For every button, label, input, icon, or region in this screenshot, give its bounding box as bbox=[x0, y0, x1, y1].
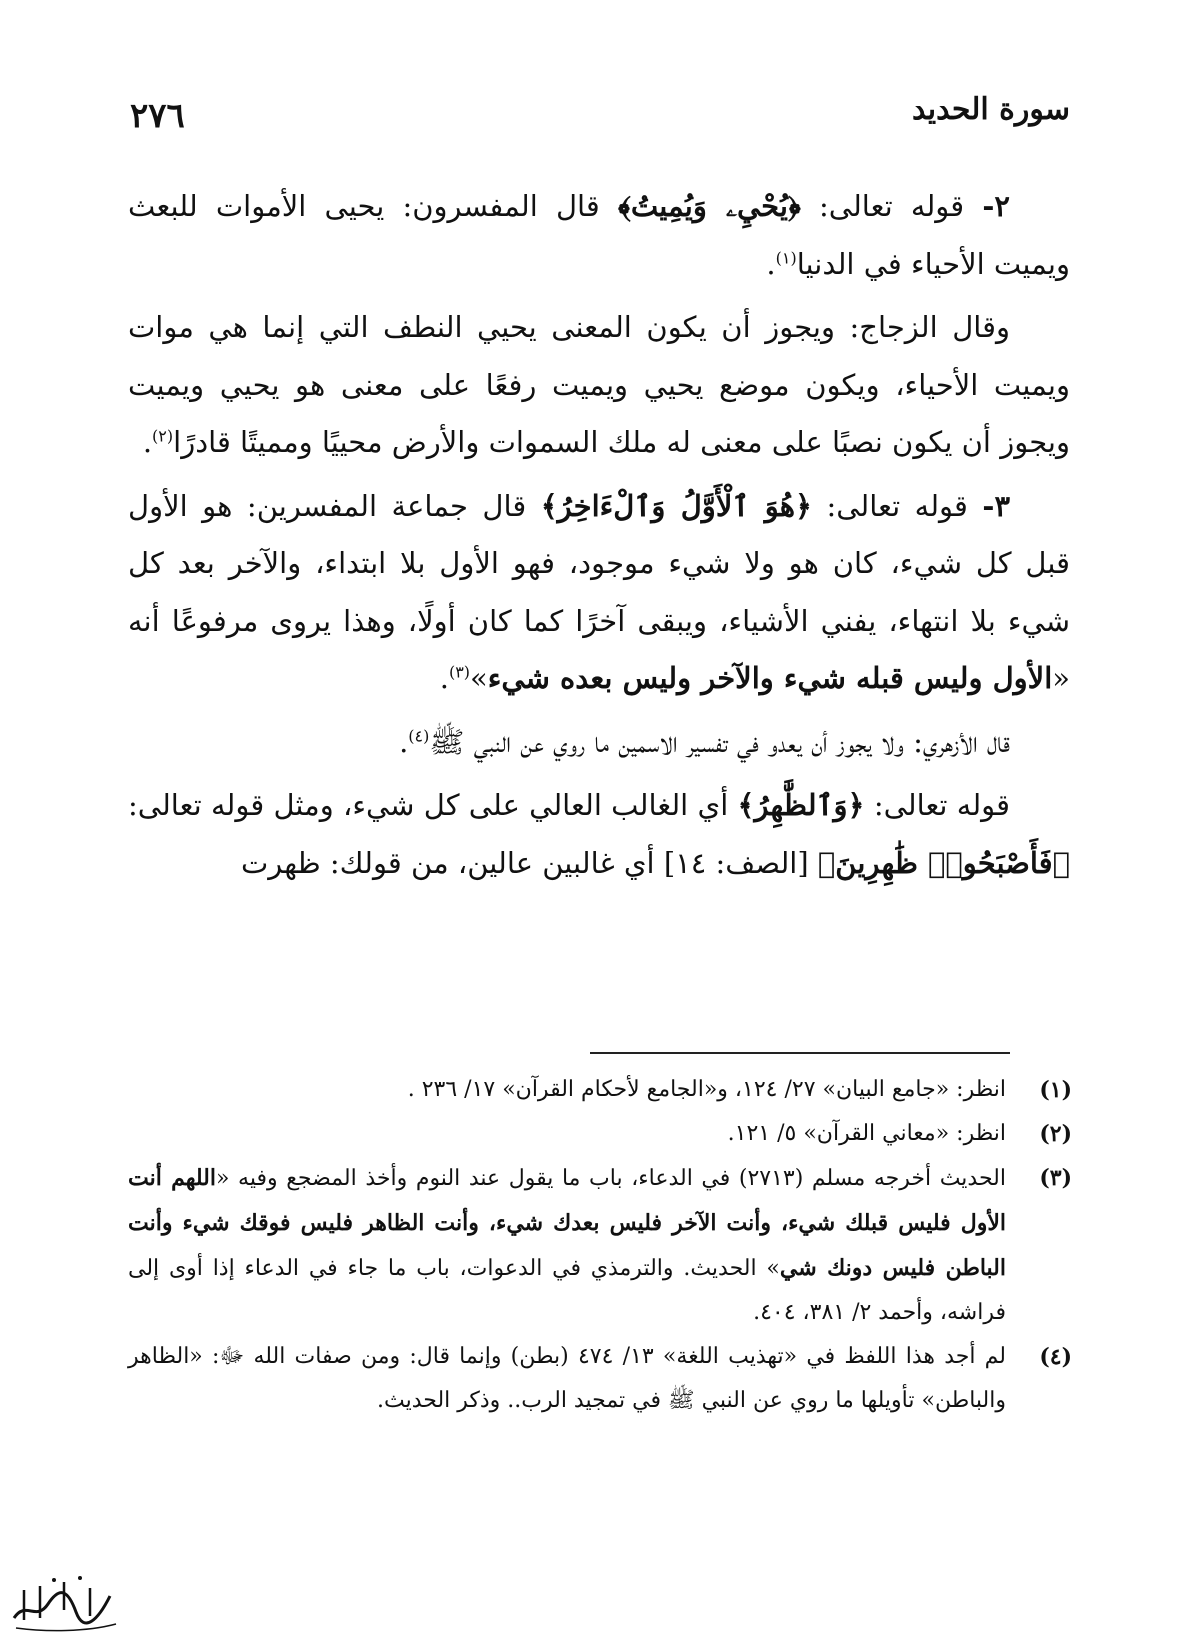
footnote-ref[interactable]: (٣) bbox=[448, 662, 471, 682]
footnote-1 bbox=[128, 1068, 1072, 1112]
footnote-ref[interactable]: (٤) bbox=[408, 725, 430, 745]
footnote-separator bbox=[590, 1052, 1010, 1054]
footnote-ref[interactable]: (٢) bbox=[152, 426, 174, 446]
quran-quote: ﴿وَٱلظَّٰهِرُ﴾ bbox=[737, 788, 865, 822]
footnote-4 bbox=[128, 1335, 1072, 1423]
item-number: ٢- bbox=[982, 189, 1010, 223]
quran-quote: ﴿يُحْيِۦ وَيُمِيتُ﴾ bbox=[617, 189, 801, 223]
footnote-mark: (٢) bbox=[1039, 1121, 1072, 1147]
calligraphy-logo-icon bbox=[6, 1560, 126, 1640]
paragraph-1 bbox=[128, 178, 1070, 293]
footnote-text: انظر: «معاني القرآن» ٥/ ١٢١. bbox=[727, 1121, 1006, 1146]
footnote-text: انظر: «جامع البيان» ٢٧/ ١٢٤، و«الجامع لأحكام القرآن» ١٧/ ٢٣٦ . bbox=[407, 1077, 1006, 1102]
punctuation: . bbox=[142, 425, 153, 459]
paragraph-text: قال جماعة المفسرين: هو الأول قبل كل شيء، كان هو ولا شيء موجود، فهو الأول بلا ابتداء، والآخر بعد كل شيء بلا انتهاء، يفني الأشياء، ويبقى آخرًا كما كان أولًا، وهذا يروى مرفوعًا أنه « bbox=[128, 488, 1070, 695]
footnote-3 bbox=[128, 1156, 1072, 1335]
paragraph-2 bbox=[128, 299, 1070, 472]
paragraph-5 bbox=[128, 777, 1070, 892]
quran-quote: ﴿فَأَصْبَحُوا۟ ظَٰهِرِينَ﴾ bbox=[817, 845, 1070, 880]
footnote-mark: (١) bbox=[1039, 1077, 1072, 1103]
footnote-text: لم أجد هذا اللفظ في «تهذيب اللغة» ١٣/ ٤٧٤ (بطن) وإنما قال: ومن صفات الله ﷻ: «الظاهر والباطن» تأويلها ما روي عن النبي ﷺ في تمجيد الرب.. وذكر الحديث. bbox=[128, 1344, 1007, 1413]
paragraph-4 bbox=[128, 714, 1070, 772]
punctuation: . bbox=[399, 724, 409, 759]
paragraph-text: قال الأزهري: ولا يجوز أن يعدو في تفسير الاسمين ما روي عن النبي ﷺ bbox=[429, 724, 1010, 759]
footnotes bbox=[128, 1068, 1072, 1423]
main-text bbox=[128, 178, 1070, 892]
footnote-mark: (٤) bbox=[1039, 1344, 1072, 1370]
footnote-ref[interactable]: (١) bbox=[775, 247, 797, 267]
footnote-mark: (٣) bbox=[1039, 1165, 1072, 1191]
paragraph-text: [الصف: ١٤] أي غالبين عالين، من قولك: ظهرت bbox=[240, 845, 809, 880]
paragraph-text: قال المفسرون: يحيى الأموات للبعث ويميت الأحياء في الدنيا bbox=[128, 189, 1070, 281]
paragraph-text: وقال الزجاج: ويجوز أن يكون المعنى يحيي النطف التي إنما هي موات ويميت الأحياء، ويكون موضع يحيي ويميت رفعًا على معنى هو يحيي ويميت ويجوز أن يكون نصبًا على معنى له ملك السموات والأرض محييًا ومميتًا قادرًا bbox=[128, 310, 1070, 459]
quran-quote: ﴿هُوَ ٱلْأَوَّلُ وَٱلْءَاخِرُ﴾ bbox=[540, 488, 812, 523]
footnote-2 bbox=[128, 1112, 1072, 1156]
footnote-text: الحديث أخرجه مسلم (٢٧١٣) في الدعاء، باب ما يقول عند النوم وأخذ المضجع وفيه « bbox=[215, 1166, 1006, 1191]
lead-phrase: قوله تعالى: bbox=[873, 788, 1011, 822]
item-number: ٣- bbox=[982, 488, 1011, 523]
lead-phrase: قوله تعالى: bbox=[819, 189, 965, 223]
punctuation: » bbox=[470, 661, 488, 695]
hadith-quote: الأول وليس قبله شيء والآخر وليس بعده شيء bbox=[487, 661, 1053, 695]
punctuation: . bbox=[766, 246, 776, 281]
lead-phrase: قوله تعالى: bbox=[826, 488, 968, 523]
footnote-text: » الحديث. والترمذي في الدعوات، باب ما جاء في الدعاء إذا أوى إلى فراشه، وأحمد ٢/ ٣٨١، ٤٠٤. bbox=[128, 1256, 1006, 1325]
paragraph-3 bbox=[128, 478, 1070, 708]
paragraph-text: أي الغالب العالي على كل شيء، ومثل قوله تعالى: bbox=[128, 788, 729, 822]
page-header bbox=[130, 82, 1070, 142]
hadith-quote: اللهم أنت الأول فليس قبلك شيء، وأنت الآخر فليس بعدك شيء، وأنت الظاهر فليس فوقك شيء وأنت الباطن فليس دونك شي bbox=[128, 1165, 1006, 1281]
publisher-logo bbox=[6, 1560, 126, 1640]
punctuation: . bbox=[439, 661, 449, 695]
page-number: ٢٧٦ bbox=[130, 96, 185, 136]
running-title: سورة الحديد bbox=[912, 92, 1070, 127]
